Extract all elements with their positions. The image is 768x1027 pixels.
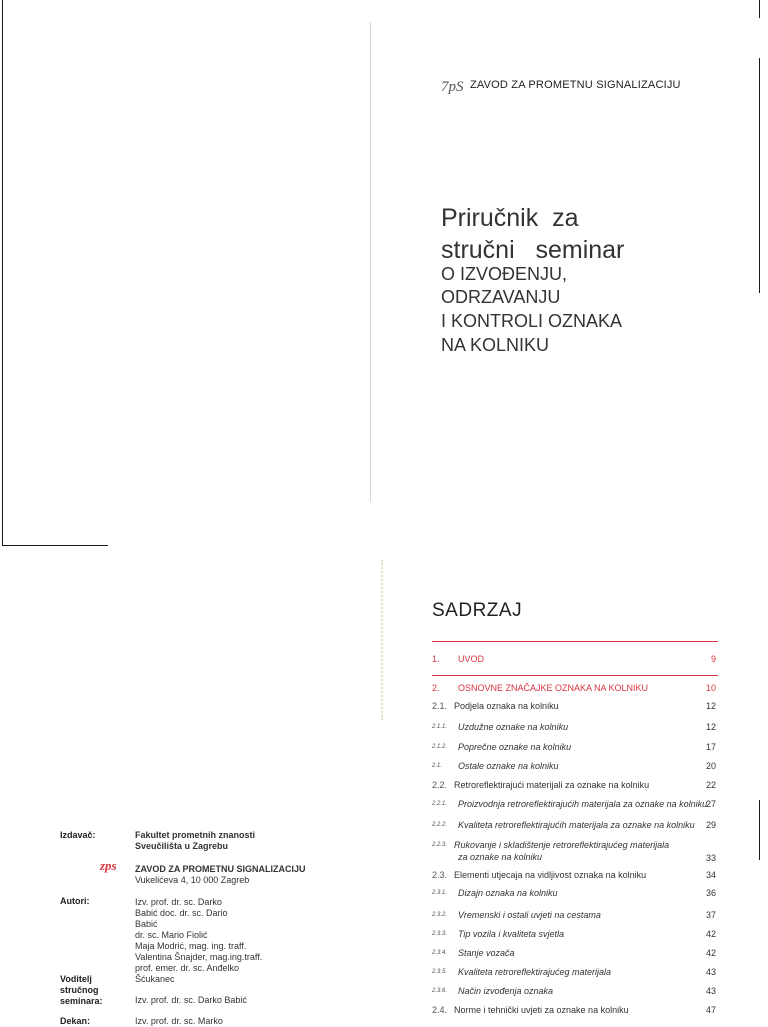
toc-row-text: OSNOVNE ZNAČAJKE OZNAKA NA KOLNIKU [458,683,649,693]
toc-row-text-line-1: Rukovanje i skladištenje retroreflektirajućeg materijala [454,840,670,850]
toc-row-text: UVOD [458,654,485,664]
toc-row-text: Kvaliteta retroreflektirajućih materijala za oznake na kolniku [458,820,695,830]
toc-row[interactable] [432,910,716,926]
toc-row-text: Proizvodnja retroreflektirajućih materijala za oznake na kolniku [458,799,708,809]
cover-subtitle-line-4: NA KOLNIKU [441,335,550,355]
toc-row[interactable] [432,986,716,1002]
toc-row-number: 2.1.1. [432,724,448,730]
toc-row[interactable] [432,948,716,964]
toc-row-text: Dizajn oznaka na kolniku [458,888,558,898]
right-edge-mark [759,0,760,18]
toc-row-text: Norme i tehnički uvjeti za oznake na kolniku [454,1005,629,1015]
toc-row-text: Retroreflektirajući materijali za oznake na kolniku [454,780,650,790]
imprint-autori-line-2: Babić doc. dr. sc. Dario [135,908,228,918]
toc-row-text: Elementi utjecaja na vidljivost oznaka na kolniku [454,870,647,880]
toc-row[interactable] [432,870,716,886]
toc-row-2-2-3-page [432,853,716,869]
cover-subtitle-line-2: ODRZAVANJU [441,287,561,307]
zps-logo-mark: 7pS [441,79,464,95]
toc-row-number: 2.3.5. [432,969,448,975]
zps-logo-text: zps [100,858,117,873]
cover-left-border [2,0,3,546]
toc-row-page: 12 [705,722,716,732]
toc-row-page: 33 [705,853,716,863]
imprint-voditelj-label-2: stručnog [60,985,99,995]
toc-row-text: Vremenski i ostali uvjeti na cestama [458,910,601,920]
imprint-voditelj-label-1: Voditelj [60,974,92,984]
toc-row-page: 20 [705,761,716,771]
toc-row-page: 10 [705,683,716,693]
toc-row[interactable] [432,799,716,815]
cover-logo-text: ZAVOD ZA PROMETNU SIGNALIZACIJU [469,79,681,91]
imprint-voditelj-value: Izv. prof. dr. sc. Darko Babić [135,995,247,1005]
toc-row-number: 2.3.4. [432,950,448,956]
imprint-autori-line-6: Valentina Šnajder, mag.ing.traff. [135,952,263,962]
toc-row-number: 2.3.6. [432,988,448,994]
toc-row-page: 37 [705,910,716,920]
toc-row-text: Kvaliteta retroreflektirajućeg materijala [458,967,612,977]
toc-row-page: 43 [705,986,716,996]
toc-row[interactable] [432,888,716,904]
cover-bottom-border [2,545,108,546]
toc-row[interactable] [432,722,716,738]
right-edge-mark-3 [759,800,760,860]
toc-row-page: 22 [705,780,716,790]
toc-row[interactable] [432,761,716,777]
toc-row[interactable] [432,654,716,670]
toc-row-page: 43 [705,967,716,977]
imprint-dekan-value: Izv. prof. dr. sc. Marko [135,1016,223,1026]
imprint-zps-name: ZAVOD ZA PROMETNU SIGNALIZACIJU [135,864,306,874]
toc-row-number: 2.3.1. [432,890,448,896]
toc-row[interactable] [432,701,716,717]
toc-row-page: 9 [710,654,716,664]
toc-row-text: Podjela oznaka na kolniku [454,701,559,711]
toc-row-number: 2.2.2. [432,822,448,828]
imprint-autori-line-7: prof. emer. dr. sc. Anđelko [135,963,240,973]
toc-row-number: 2.2.3. [432,842,448,848]
imprint-zps-address: Vukelićeva 4, 10 000 Zagreb [135,875,250,885]
cover-logo [441,78,679,96]
imprint-autori-line-1: Izv. prof. dr. sc. Darko [135,897,222,907]
toc-row-number: 2.2.1. [432,801,448,807]
toc-row[interactable] [432,820,716,836]
toc-row-number: 2. [432,683,440,693]
toc-row-page: 47 [705,1005,716,1015]
imprint-autori-line-5: Maja Modrić, mag. ing. traff. [135,941,247,951]
imprint-autori-label: Autori: [60,896,90,906]
toc-row-page: 29 [705,820,716,830]
toc-row-number: 2.3. [432,870,448,880]
toc-row-page: 12 [705,701,716,711]
cover-title-line-2: stručni seminar [441,236,625,264]
toc-row[interactable] [432,742,716,758]
page-divider-line [370,22,371,502]
toc-row-number: 2.3.2. [432,912,448,918]
toc-row-number: 2.4. [432,1005,448,1015]
imprint-dekan-label: Dekan: [60,1016,91,1026]
toc-row-number: 2.1.2. [432,744,448,750]
toc-top-rule [432,641,718,642]
imprint-izdavac-line-2: Sveučilišta u Zagrebu [135,841,229,851]
imprint-voditelj-label-3: seminara: [60,996,103,1006]
toc-row-number: 1. [432,654,440,664]
toc-row-text: Uzdužne oznake na kolniku [458,722,569,732]
toc-row[interactable] [432,683,716,699]
right-edge-mark-2 [759,58,760,293]
toc-row-page: 17 [705,742,716,752]
imprint-autori-line-3: Babić [135,919,158,929]
toc-rule-after-uvod [432,675,718,676]
binding-dots [381,560,387,720]
toc-row[interactable] [432,929,716,945]
cover-title-line-1: Priručnik za [441,204,579,232]
toc-row-text: Tip vozila i kvaliteta svjetla [458,929,564,939]
toc-row-page: 42 [705,948,716,958]
toc-row[interactable] [432,967,716,983]
toc-row-text: Poprečne oznake na kolniku [458,742,572,752]
toc-row-text: Način izvođenja oznaka [458,986,554,996]
toc-row-text: Ostale oznake na kolniku [458,761,559,771]
toc-row-text: Stanje vozača [458,948,515,958]
zps-logo [100,858,117,874]
imprint-autori-line-8: Šćukanec [135,974,175,984]
toc-row-page: 27 [705,799,716,809]
cover-subtitle-line-1: O IZVOĐENJU, [441,264,568,284]
toc-row-text-line-2: za oznake na kolniku [458,852,543,862]
toc-row-number: 2.3.3. [432,931,448,937]
imprint-autori-line-4: dr. sc. Mario Fiolić [135,930,208,940]
toc-row-page: 36 [705,888,716,898]
toc-heading: SADRZAJ [432,600,523,621]
toc-row[interactable] [432,780,716,796]
toc-row-number: 2.1. [432,701,448,711]
toc-row-number: 2.1. [432,763,443,769]
imprint-izdavac-line-1: Fakultet prometnih znanosti [135,830,256,840]
toc-row-page: 34 [705,870,716,880]
toc-row-page: 42 [705,929,716,939]
cover-subtitle-line-3: I KONTROLI OZNAKA [441,311,623,331]
imprint-izdavac-label: Izdavač: [60,830,96,840]
toc-row[interactable] [432,1005,716,1021]
toc-row-number: 2.2. [432,780,448,790]
